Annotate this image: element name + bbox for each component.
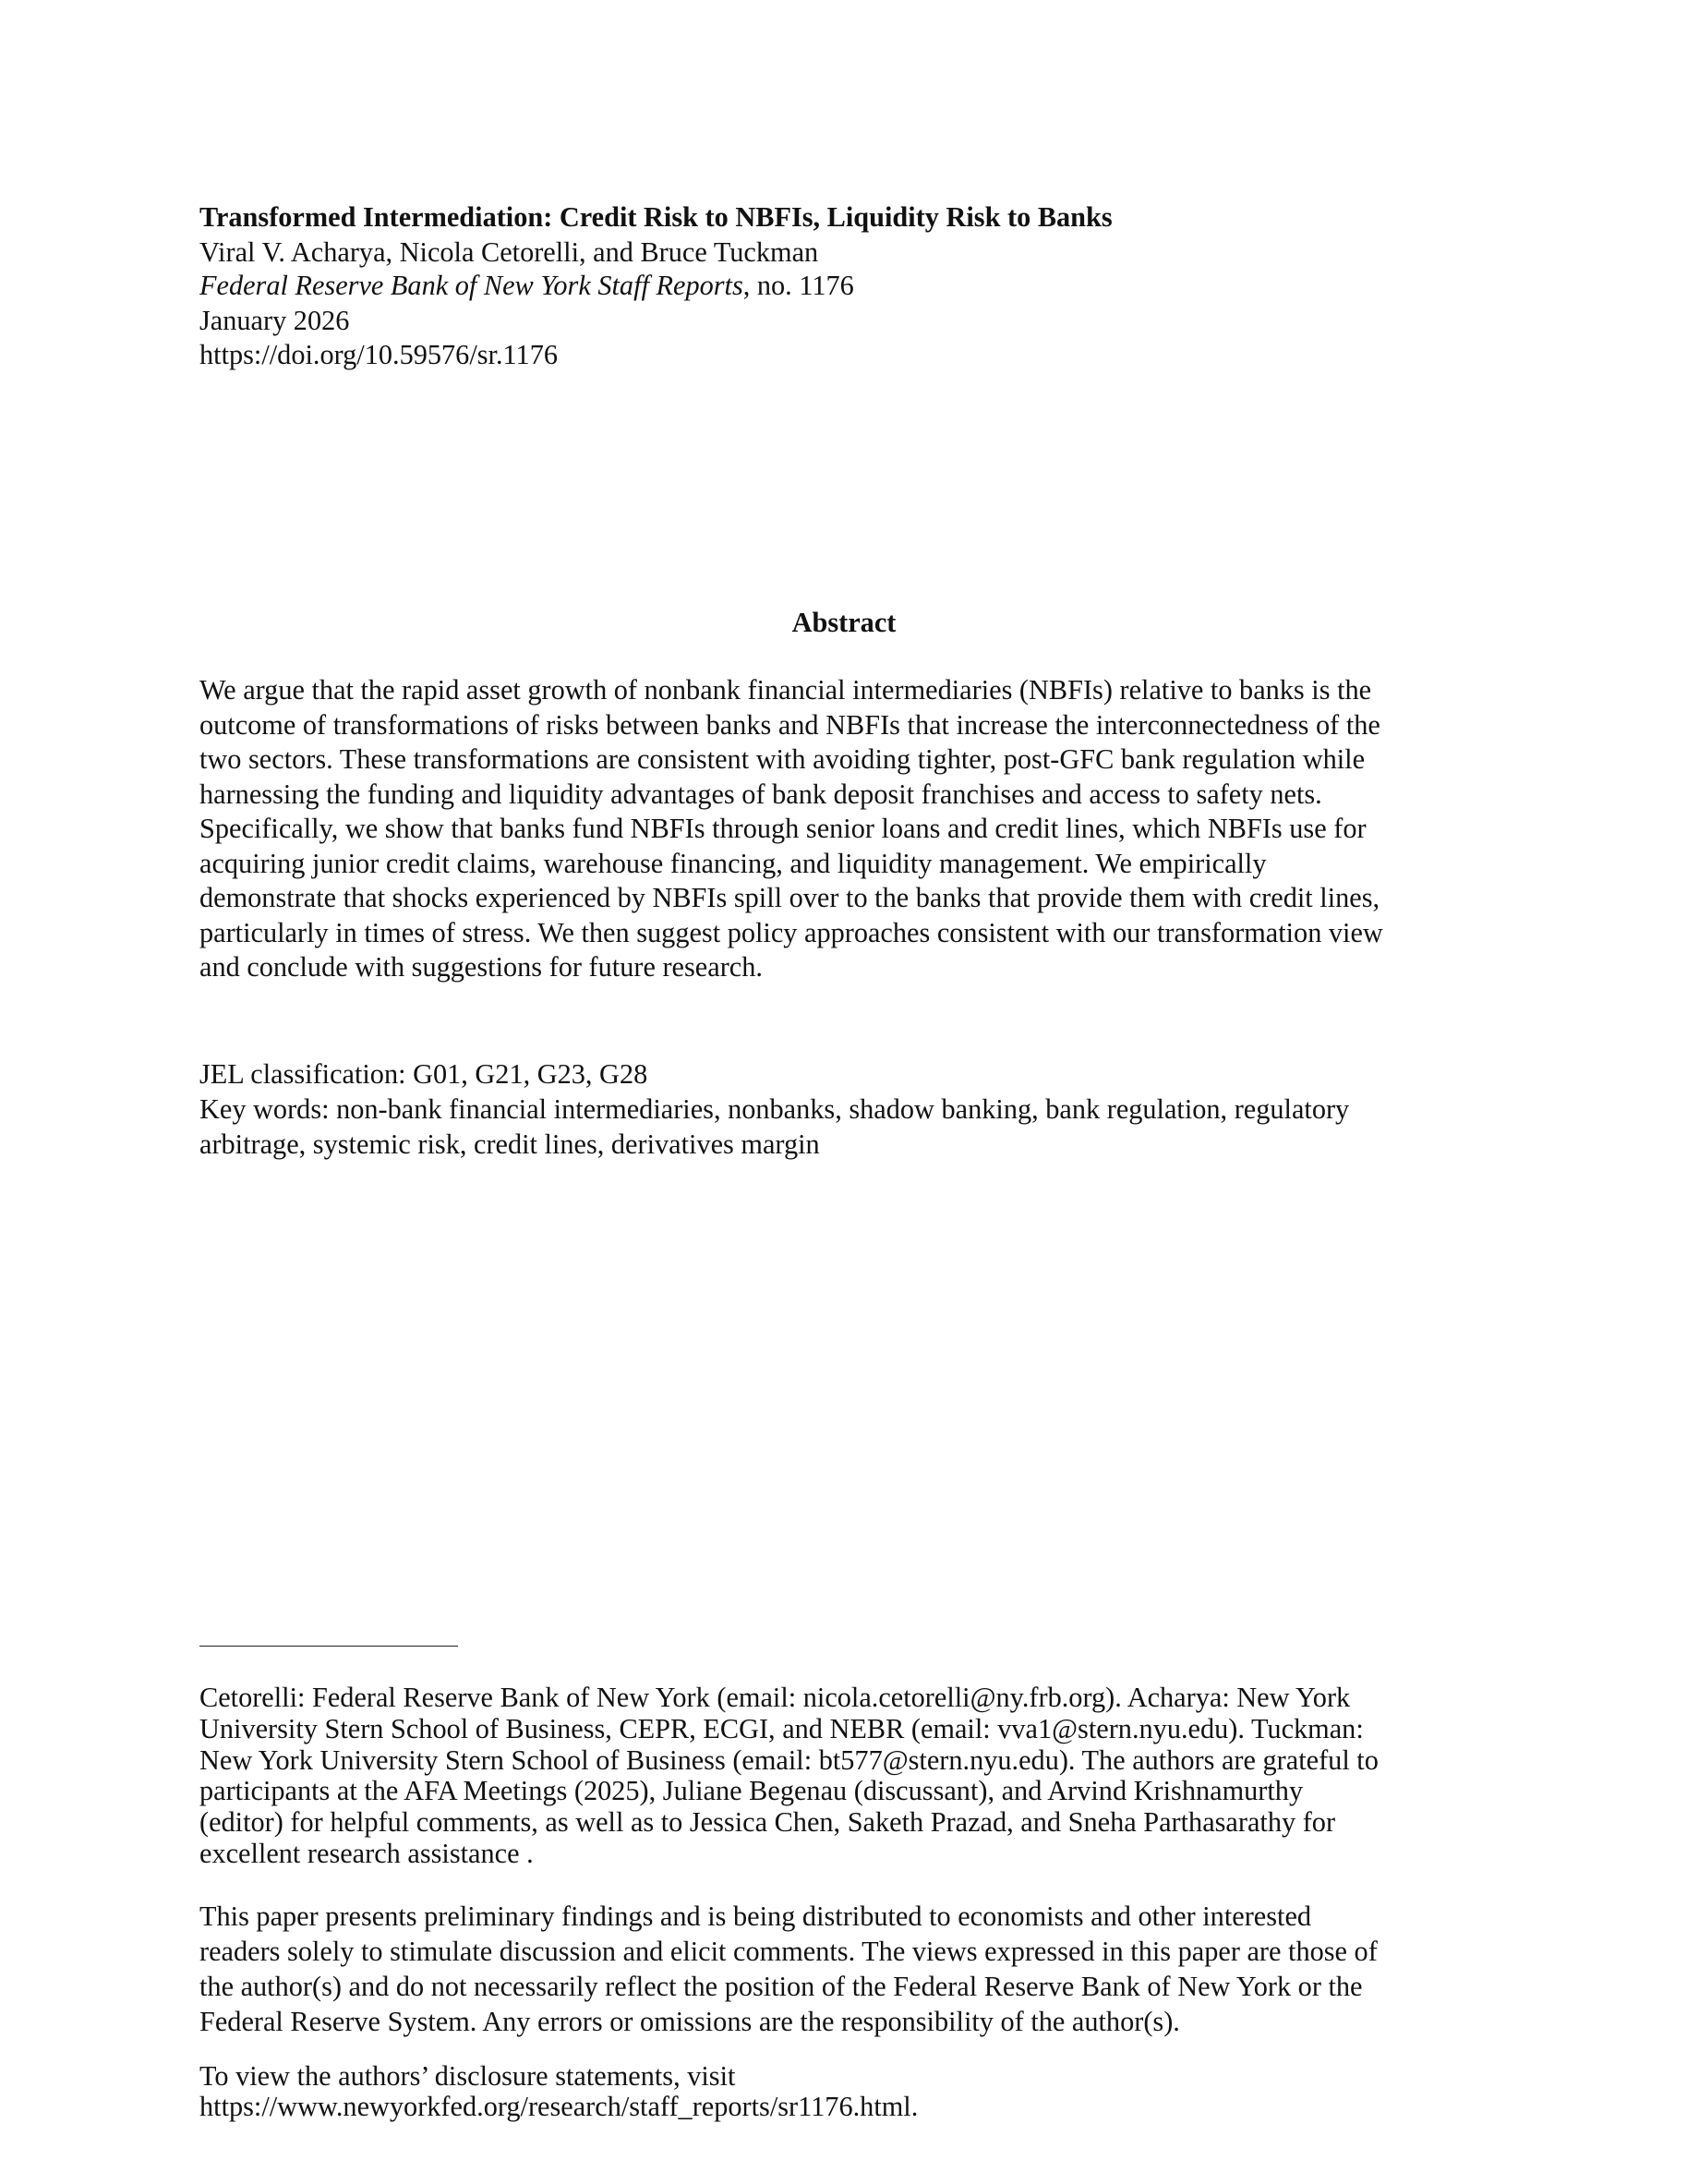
abstract-line: particularly in times of stress. We then suggest policy approaches consistent with our transformation view — [199, 916, 1383, 948]
jel-classification: JEL classification: G01, G21, G23, G28 — [199, 1058, 648, 1090]
disclosure-link[interactable]: https://www.newyorkfed.org/research/staff_reports/sr1176.html. — [199, 2091, 919, 2122]
series-line — [199, 271, 854, 299]
disclosure-text: To view the authors’ disclosure statements, visit — [199, 2060, 736, 2092]
paper-title: Transformed Intermediation: Credit Risk to NBFIs, Liquidity Risk to Banks — [199, 201, 1113, 233]
abstract-line: and conclude with suggestions for future research. — [199, 951, 763, 983]
keywords-line: arbitrage, systemic risk, credit lines, derivatives margin — [199, 1128, 820, 1160]
footnote-line: excellent research assistance . — [199, 1838, 534, 1869]
footnote-divider — [199, 1646, 458, 1647]
abstract-line: We argue that the rapid asset growth of nonbank financial intermediaries (NBFIs) relative to banks is the — [199, 674, 1372, 706]
abstract-line: Specifically, we show that banks fund NBFIs through senior loans and credit lines, which NBFIs use for — [199, 813, 1367, 844]
abstract-line: two sectors. These transformations are consistent with avoiding tighter, post-GFC bank regulation while — [199, 743, 1366, 775]
disclaimer-line: Federal Reserve System. Any errors or omissions are the responsibility of the author(s). — [199, 2006, 1180, 2037]
doi-link[interactable]: https://doi.org/10.59576/sr.1176 — [199, 339, 559, 370]
disclaimer-line: readers solely to stimulate discussion and elicit comments. The views expressed in this paper are those of — [199, 1936, 1378, 1967]
footnote-line: Cetorelli: Federal Reserve Bank of New York (email: nicola.cetorelli@ny.frb.org). Acharya: New York — [199, 1682, 1351, 1713]
footnote-line: University Stern School of Business, CEPR, ECGI, and NEBR (email: vva1@stern.nyu.edu). Tuckman: — [199, 1712, 1364, 1744]
series-number: , no. 1176 — [742, 270, 854, 301]
series-name: Federal Reserve Bank of New York Staff Reports — [199, 270, 743, 301]
footnote-line: New York University Stern School of Business (email: bt577@stern.nyu.edu). The authors are grateful to — [199, 1744, 1379, 1776]
abstract-line: demonstrate that shocks experienced by NBFIs spill over to the banks that provide them with credit lines, — [199, 882, 1380, 913]
footnote-line: (editor) for helpful comments, as well as to Jessica Chen, Saketh Prazad, and Sneha Parthasarathy for — [199, 1806, 1336, 1839]
disclaimer-line: This paper presents preliminary findings and is being distributed to economists and other interested — [199, 1900, 1312, 1932]
footnote-line: participants at the AFA Meetings (2025), Juliane Begenau (discussant), and Arvind Krishnamurthy — [199, 1775, 1304, 1807]
disclaimer-line: the author(s) and do not necessarily reflect the position of the Federal Reserve Bank of New York or the — [199, 1971, 1363, 2002]
publication-date: January 2026 — [199, 305, 350, 336]
abstract-line: outcome of transformations of risks between banks and NBFIs that increase the interconnectedness of the — [199, 708, 1380, 741]
abstract-heading: Abstract — [791, 607, 897, 638]
authors: Viral V. Acharya, Nicola Cetorelli, and Bruce Tuckman — [199, 236, 819, 268]
abstract-line: acquiring junior credit claims, warehouse financing, and liquidity management. We empirically — [199, 847, 1267, 879]
keywords-line: Key words: non-bank financial intermediaries, nonbanks, shadow banking, bank regulation, regulatory — [199, 1093, 1350, 1125]
abstract-line: harnessing the funding and liquidity advantages of bank deposit franchises and access to safety nets. — [199, 778, 1322, 810]
